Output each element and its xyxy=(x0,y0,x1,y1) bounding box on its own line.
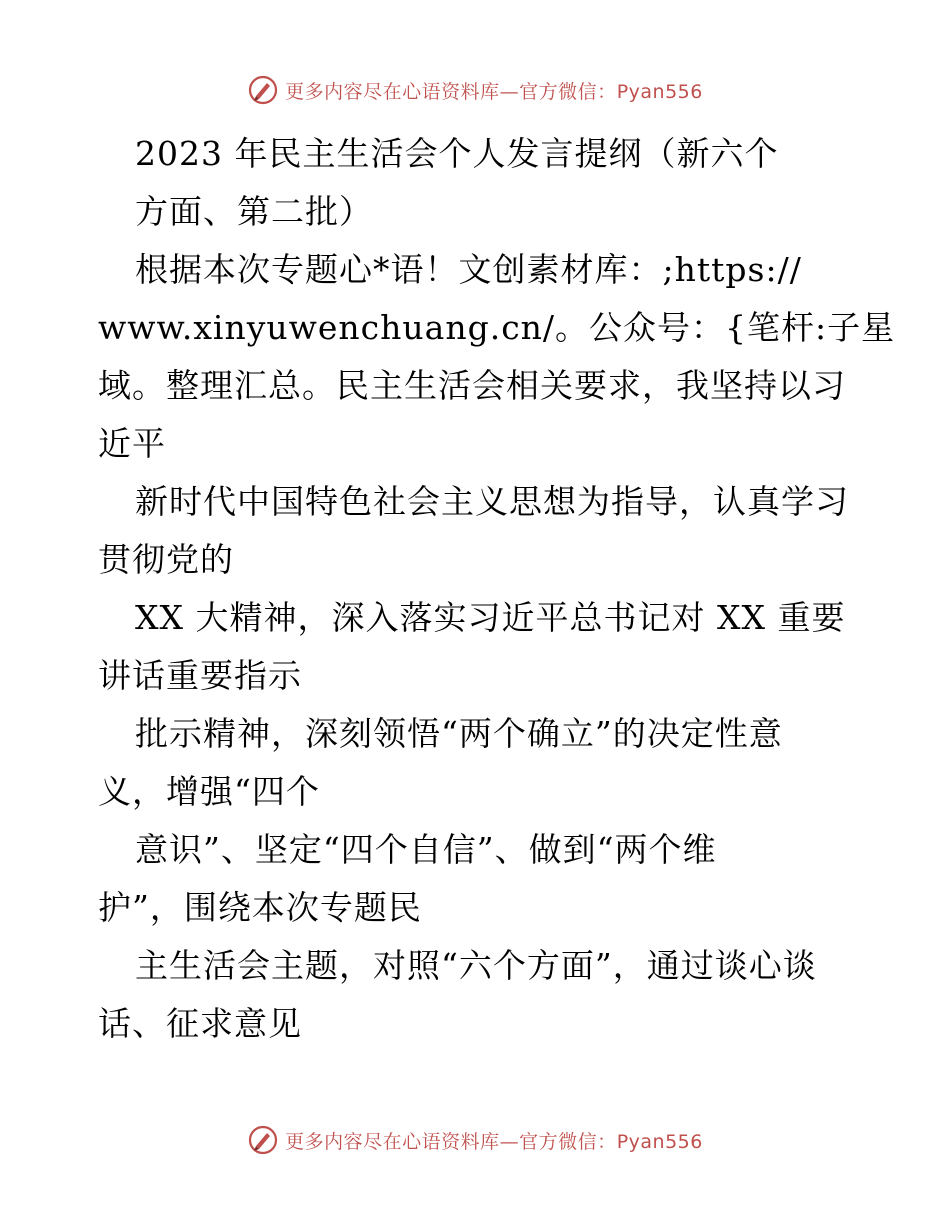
pen-circle-icon xyxy=(247,74,279,106)
footer-wechat-id: Pyan556 xyxy=(616,1130,703,1153)
text-line: 贯彻党的 xyxy=(98,540,234,579)
text-line: 讲话重要指示 xyxy=(98,656,302,695)
text-line: 意识”、坚定“四个自信”、做到“两个维 xyxy=(135,830,717,869)
pen-circle-icon xyxy=(247,1124,279,1156)
header-banner-sep: — xyxy=(499,80,520,103)
header-banner xyxy=(0,70,950,110)
text-line: 根据本次专题心*语！文创素材库：;https:// xyxy=(135,250,802,289)
document-body xyxy=(98,125,896,1053)
text-line: 护”，围绕本次专题民 xyxy=(98,888,422,927)
text-line: 新时代中国特色社会主义思想为指导，认真学习 xyxy=(135,482,849,521)
header-wechat-id: Pyan556 xyxy=(616,80,703,103)
text-line: 义，增强“四个 xyxy=(98,772,320,811)
text-line: 批示精神，深刻领悟“两个确立”的决定性意 xyxy=(135,714,783,753)
footer-wechat-label: 官方微信： xyxy=(519,1130,617,1153)
footer-banner xyxy=(0,1120,950,1160)
footer-banner-sep: — xyxy=(499,1130,520,1153)
text-line: XX 大精神，深入落实习近平总书记对 XX 重要 xyxy=(135,598,846,637)
header-banner-main: 更多内容尽在心语资料库 xyxy=(285,80,500,103)
footer-banner-text xyxy=(285,1127,703,1154)
text-line: 主生活会主题，对照“六个方面”，通过谈心谈 xyxy=(135,946,817,985)
text-line: 话、征求意见 xyxy=(98,1004,302,1043)
header-wechat-label: 官方微信： xyxy=(519,80,617,103)
text-line: 方面、第二批） xyxy=(135,192,373,231)
text-line: 近平 xyxy=(98,424,166,463)
header-banner-text xyxy=(285,77,703,104)
text-line: www.xinyuwenchuang.cn/。公众号：{笔杆:子星 xyxy=(98,308,896,347)
text-line: 域。整理汇总。民主生活会相关要求，我坚持以习 xyxy=(98,366,846,405)
text-line: 2023 年民主生活会个人发言提纲（新六个 xyxy=(135,134,779,173)
footer-banner-main: 更多内容尽在心语资料库 xyxy=(285,1130,500,1153)
